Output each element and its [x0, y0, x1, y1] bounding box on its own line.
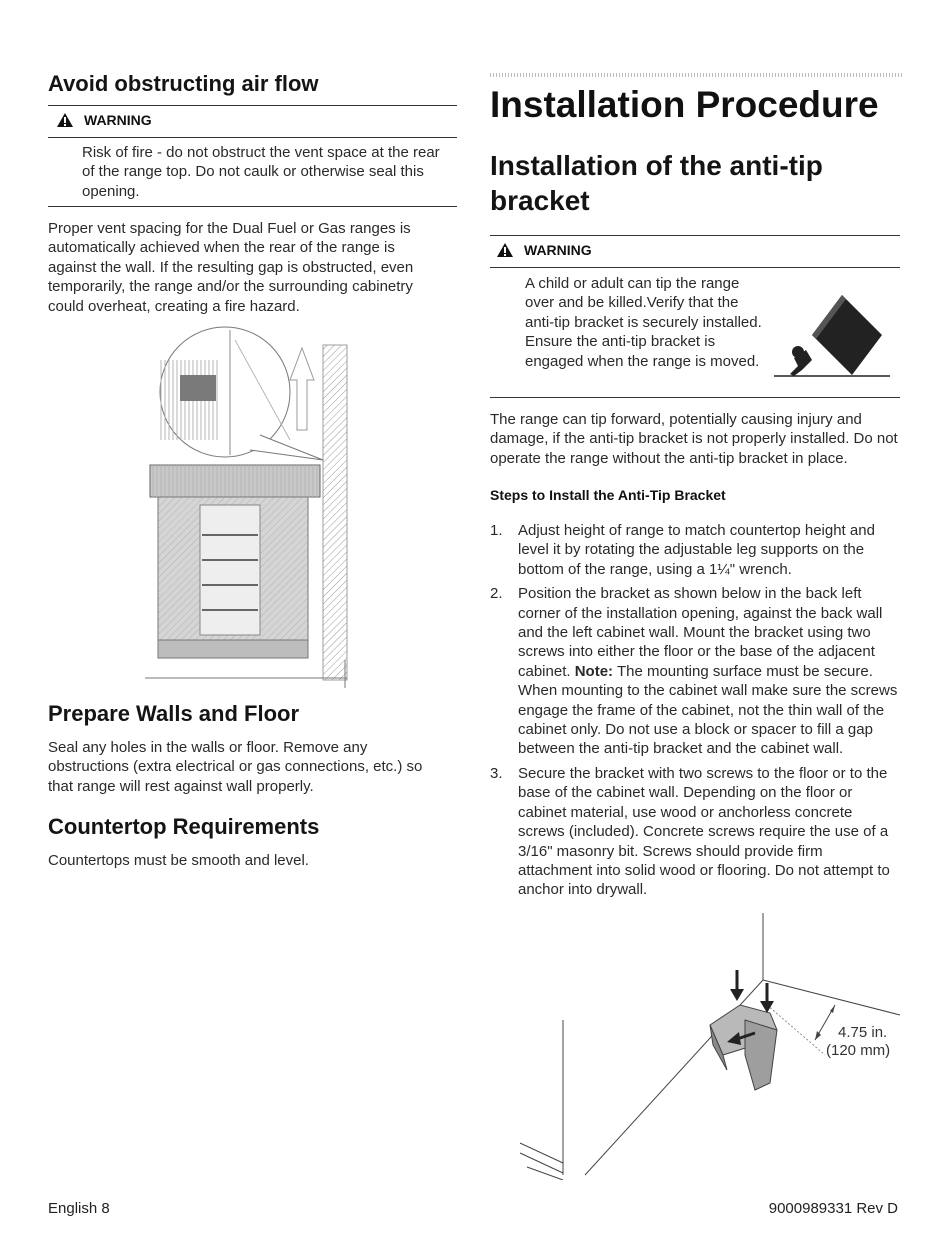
warning-text: A child or adult can tip the range over and be killed.Verify that the anti-tip bracket is securely installed. Ensure the anti-tip bracket is engaged when the range is moved. [525, 275, 762, 370]
warning-triangle-icon [496, 242, 514, 258]
countertop-heading: Countertop Requirements [48, 814, 320, 839]
divider [48, 137, 457, 138]
section-subtitle: Installation of the anti-tip bracket [490, 150, 823, 216]
step-number: 1. [490, 522, 503, 539]
note-label: Note: [574, 662, 614, 680]
steps-list [490, 521, 900, 905]
dimension-millimeters: (120 mm) [826, 1042, 891, 1059]
warning-text: Risk of fire - do not obstruct the vent space at the rear of the range top. Do not caulk or otherwise seal this opening. [82, 144, 440, 200]
divider [490, 235, 900, 236]
page-title: Installation Procedure [490, 84, 879, 125]
intro-paragraph: The range can tip forward, potentially causing injury and damage, if the anti-tip bracket is not properly installed. Do not operate the range without the anti-tip bracket in place. [490, 411, 898, 467]
step-text: Position the bracket as shown below in the back left corner of the installation opening, against the back wall and the left cabinet wall. Mount the bracket using two screws into either the floor or the base of the adjacent cabinet. [518, 585, 883, 680]
countertop-paragraph: Countertops must be smooth and level. [48, 852, 309, 869]
steps-heading: Steps to Install the Anti-Tip Bracket [490, 487, 726, 503]
walls-heading: Prepare Walls and Floor [48, 701, 300, 726]
airflow-paragraph: Proper vent spacing for the Dual Fuel or Gas ranges is automatically achieved when the rear of the range is against the wall. If the resulting gap is obstructed, even temporarily, the range and/or the surrounding cabinetry could overheat, creating a fire hazard. [48, 220, 414, 315]
list-item [490, 584, 900, 759]
divider [48, 105, 457, 106]
page-number: English 8 [48, 1200, 110, 1217]
list-item [490, 521, 900, 579]
step-number: 2. [490, 585, 503, 603]
divider [490, 267, 900, 268]
warning-triangle-icon [56, 112, 74, 128]
walls-paragraph: Seal any holes in the walls or floor. Remove any obstructions (extra electrical or gas connections, etc.) so that range will rest against wall properly. [48, 739, 423, 795]
tip-over-hazard-icon [772, 290, 894, 380]
warning-label: WARNING [84, 112, 152, 128]
divider [490, 397, 900, 398]
dimension-inches: 4.75 in. [838, 1024, 888, 1041]
list-item [490, 764, 900, 900]
divider [48, 206, 457, 207]
range-vent-illustration [140, 320, 360, 692]
warning-label: WARNING [524, 242, 592, 258]
step-text: Adjust height of range to match countertop height and level it by rotating the adjustable leg supports on the bottom of the range, using a 1¼" wrench. [518, 522, 875, 578]
document-revision: 9000989331 Rev D [768, 1200, 898, 1217]
airflow-heading: Avoid obstructing air flow [48, 71, 319, 96]
step-text-continued: The mounting surface must be secure. When mounting to the cabinet wall make sure the screws engage the frame of the cabinet, not the thin wall of the cabinet only. Do not use a block or spacer to fill a gap between the anti-tip bracket and the cabinet wall. [518, 662, 898, 758]
step-number: 3. [490, 764, 503, 782]
title-top-border [490, 73, 903, 77]
warning-label-row [56, 112, 152, 128]
step-text: Secure the bracket with two screws to the floor or to the base of the cabinet wall. Depending on the floor or cabinet material, use wood or anchorless concrete screws (included). Concrete screws require the use of a 3/16" masonry bit. Screws should provide firm attachment into solid wood or flooring. Do not attempt to anchor into drywall. [518, 764, 890, 899]
warning-label-row [496, 242, 592, 258]
